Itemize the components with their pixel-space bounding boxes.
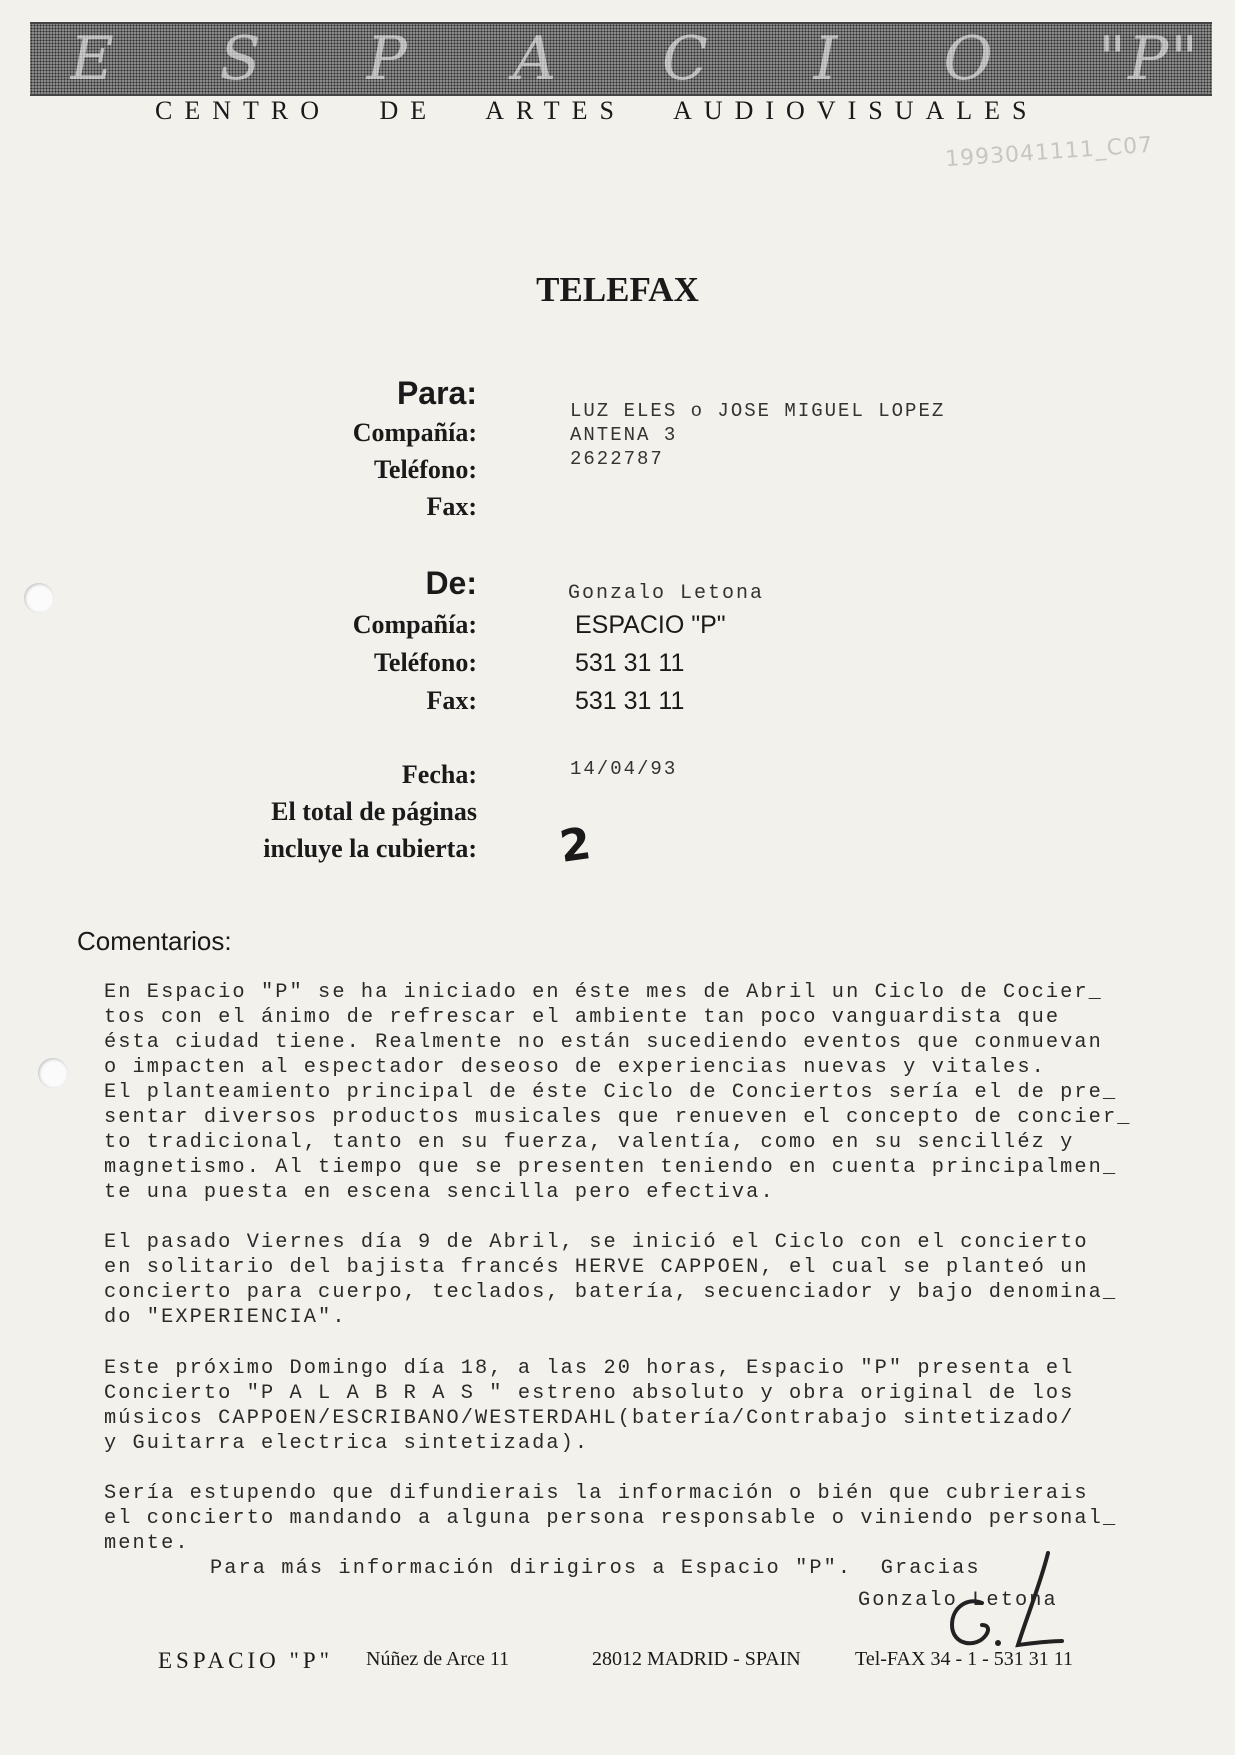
handwritten-signature xyxy=(930,1545,1070,1665)
from-fax: 531 31 11 xyxy=(575,687,685,715)
signature-name: Gonzalo Letona xyxy=(858,1589,1058,1612)
from-section-label: De: xyxy=(425,565,477,601)
letterhead-subtitle: CENTRO DE ARTES AUDIOVISUALES xyxy=(155,96,1039,125)
to-company: ANTENA 3 xyxy=(570,424,678,446)
footer-brand: ESPACIO "P" xyxy=(158,1648,334,1673)
date-label: Fecha: xyxy=(401,760,477,789)
comments-paragraph-3: Este próximo Domingo día 18, a las 20 horas, Espacio "P" presenta el Concierto "P A L A B R A S " estreno absoluto y obra original de los músicos CAPPOEN/ESCRIBANO/WESTERDAHL(batería/Contrabajo sintetizado/ y Guitarra electrica sintetizada). xyxy=(104,1357,1075,1455)
banner-letter: "P" xyxy=(1098,24,1200,94)
footer-telfax: Tel-FAX 34 - 1 - 531 31 11 xyxy=(855,1648,1074,1670)
footer-city: 28012 MADRID - SPAIN xyxy=(592,1648,801,1670)
document-title: TELEFAX xyxy=(536,270,699,309)
punch-hole xyxy=(24,583,54,613)
banner-letter: S xyxy=(219,24,263,94)
pages-label-line1: El total de páginas xyxy=(271,797,477,826)
banner-letter: I xyxy=(813,24,840,94)
to-fax-label: Fax: xyxy=(426,492,477,521)
closing-line: Para más información dirigiros a Espacio "P". Gracias xyxy=(210,1557,981,1580)
banner-letter: E xyxy=(70,24,116,94)
comments-heading: Comentarios: xyxy=(77,926,232,956)
archive-stamp: 1993041111_C07 xyxy=(944,132,1154,173)
to-phone: 2622787 xyxy=(570,448,664,470)
comments-paragraph-1: En Espacio "P" se ha iniciado en éste mes de Abril un Ciclo de Cocier_ tos con el ánimo de refrescar el ambiente tan poco vanguardista que ésta ciudad tiene. Realmente no están sucediendo eventos que conmuevan o impacten al espectador deseoso de experiencias nuevas y vitales. El planteamiento principal de éste Ciclo de Conciertos sería el de pre_ sentar diversos productos musicales que renueven el concepto de concier_ to tradicional, tanto en su fuerza, valentía, como en su sencilléz y magnetismo. Al tiempo que se presenten teniendo en cuenta principalmen_ te una puesta en escena sencilla pero efectiva. xyxy=(104,981,1132,1204)
pages-value: 2 xyxy=(556,818,595,873)
banner-title xyxy=(70,24,1200,94)
from-phone-label: Teléfono: xyxy=(373,648,477,677)
from-phone: 531 31 11 xyxy=(575,649,685,677)
punch-hole xyxy=(38,1058,68,1088)
from-fax-label: Fax: xyxy=(426,686,477,715)
to-name: LUZ ELES o JOSE MIGUEL LOPEZ xyxy=(570,400,946,422)
pages-label-line2: incluye la cubierta: xyxy=(263,834,477,863)
banner-letter: A xyxy=(512,24,559,94)
from-name: Gonzalo Letona xyxy=(568,582,765,605)
from-company: ESPACIO "P" xyxy=(575,611,726,639)
banner-letter: P xyxy=(366,24,409,94)
to-section-label: Para: xyxy=(396,375,477,411)
banner-letter: O xyxy=(943,24,995,94)
to-phone-label: Teléfono: xyxy=(373,455,477,484)
to-company-label: Compañía: xyxy=(352,418,477,447)
date-value: 14/04/93 xyxy=(570,758,678,780)
from-company-label: Compañía: xyxy=(352,610,477,639)
banner-letter: C xyxy=(662,24,710,94)
footer-address: Núñez de Arce 11 xyxy=(366,1648,510,1670)
comments-paragraph-2: El pasado Viernes día 9 de Abril, se inició el Ciclo con el concierto en solitario del bajista francés HERVE CAPPOEN, el cual se planteó un concierto para cuerpo, teclados, batería, secuenciador y bajo denomina_ do "EXPERIENCIA". xyxy=(104,1231,1118,1329)
comments-paragraph-4: Sería estupendo que difundierais la información o bién que cubrierais el concierto mandando a alguna persona responsable o viniendo personal_ mente. xyxy=(104,1482,1118,1555)
letterhead-banner xyxy=(30,22,1212,96)
